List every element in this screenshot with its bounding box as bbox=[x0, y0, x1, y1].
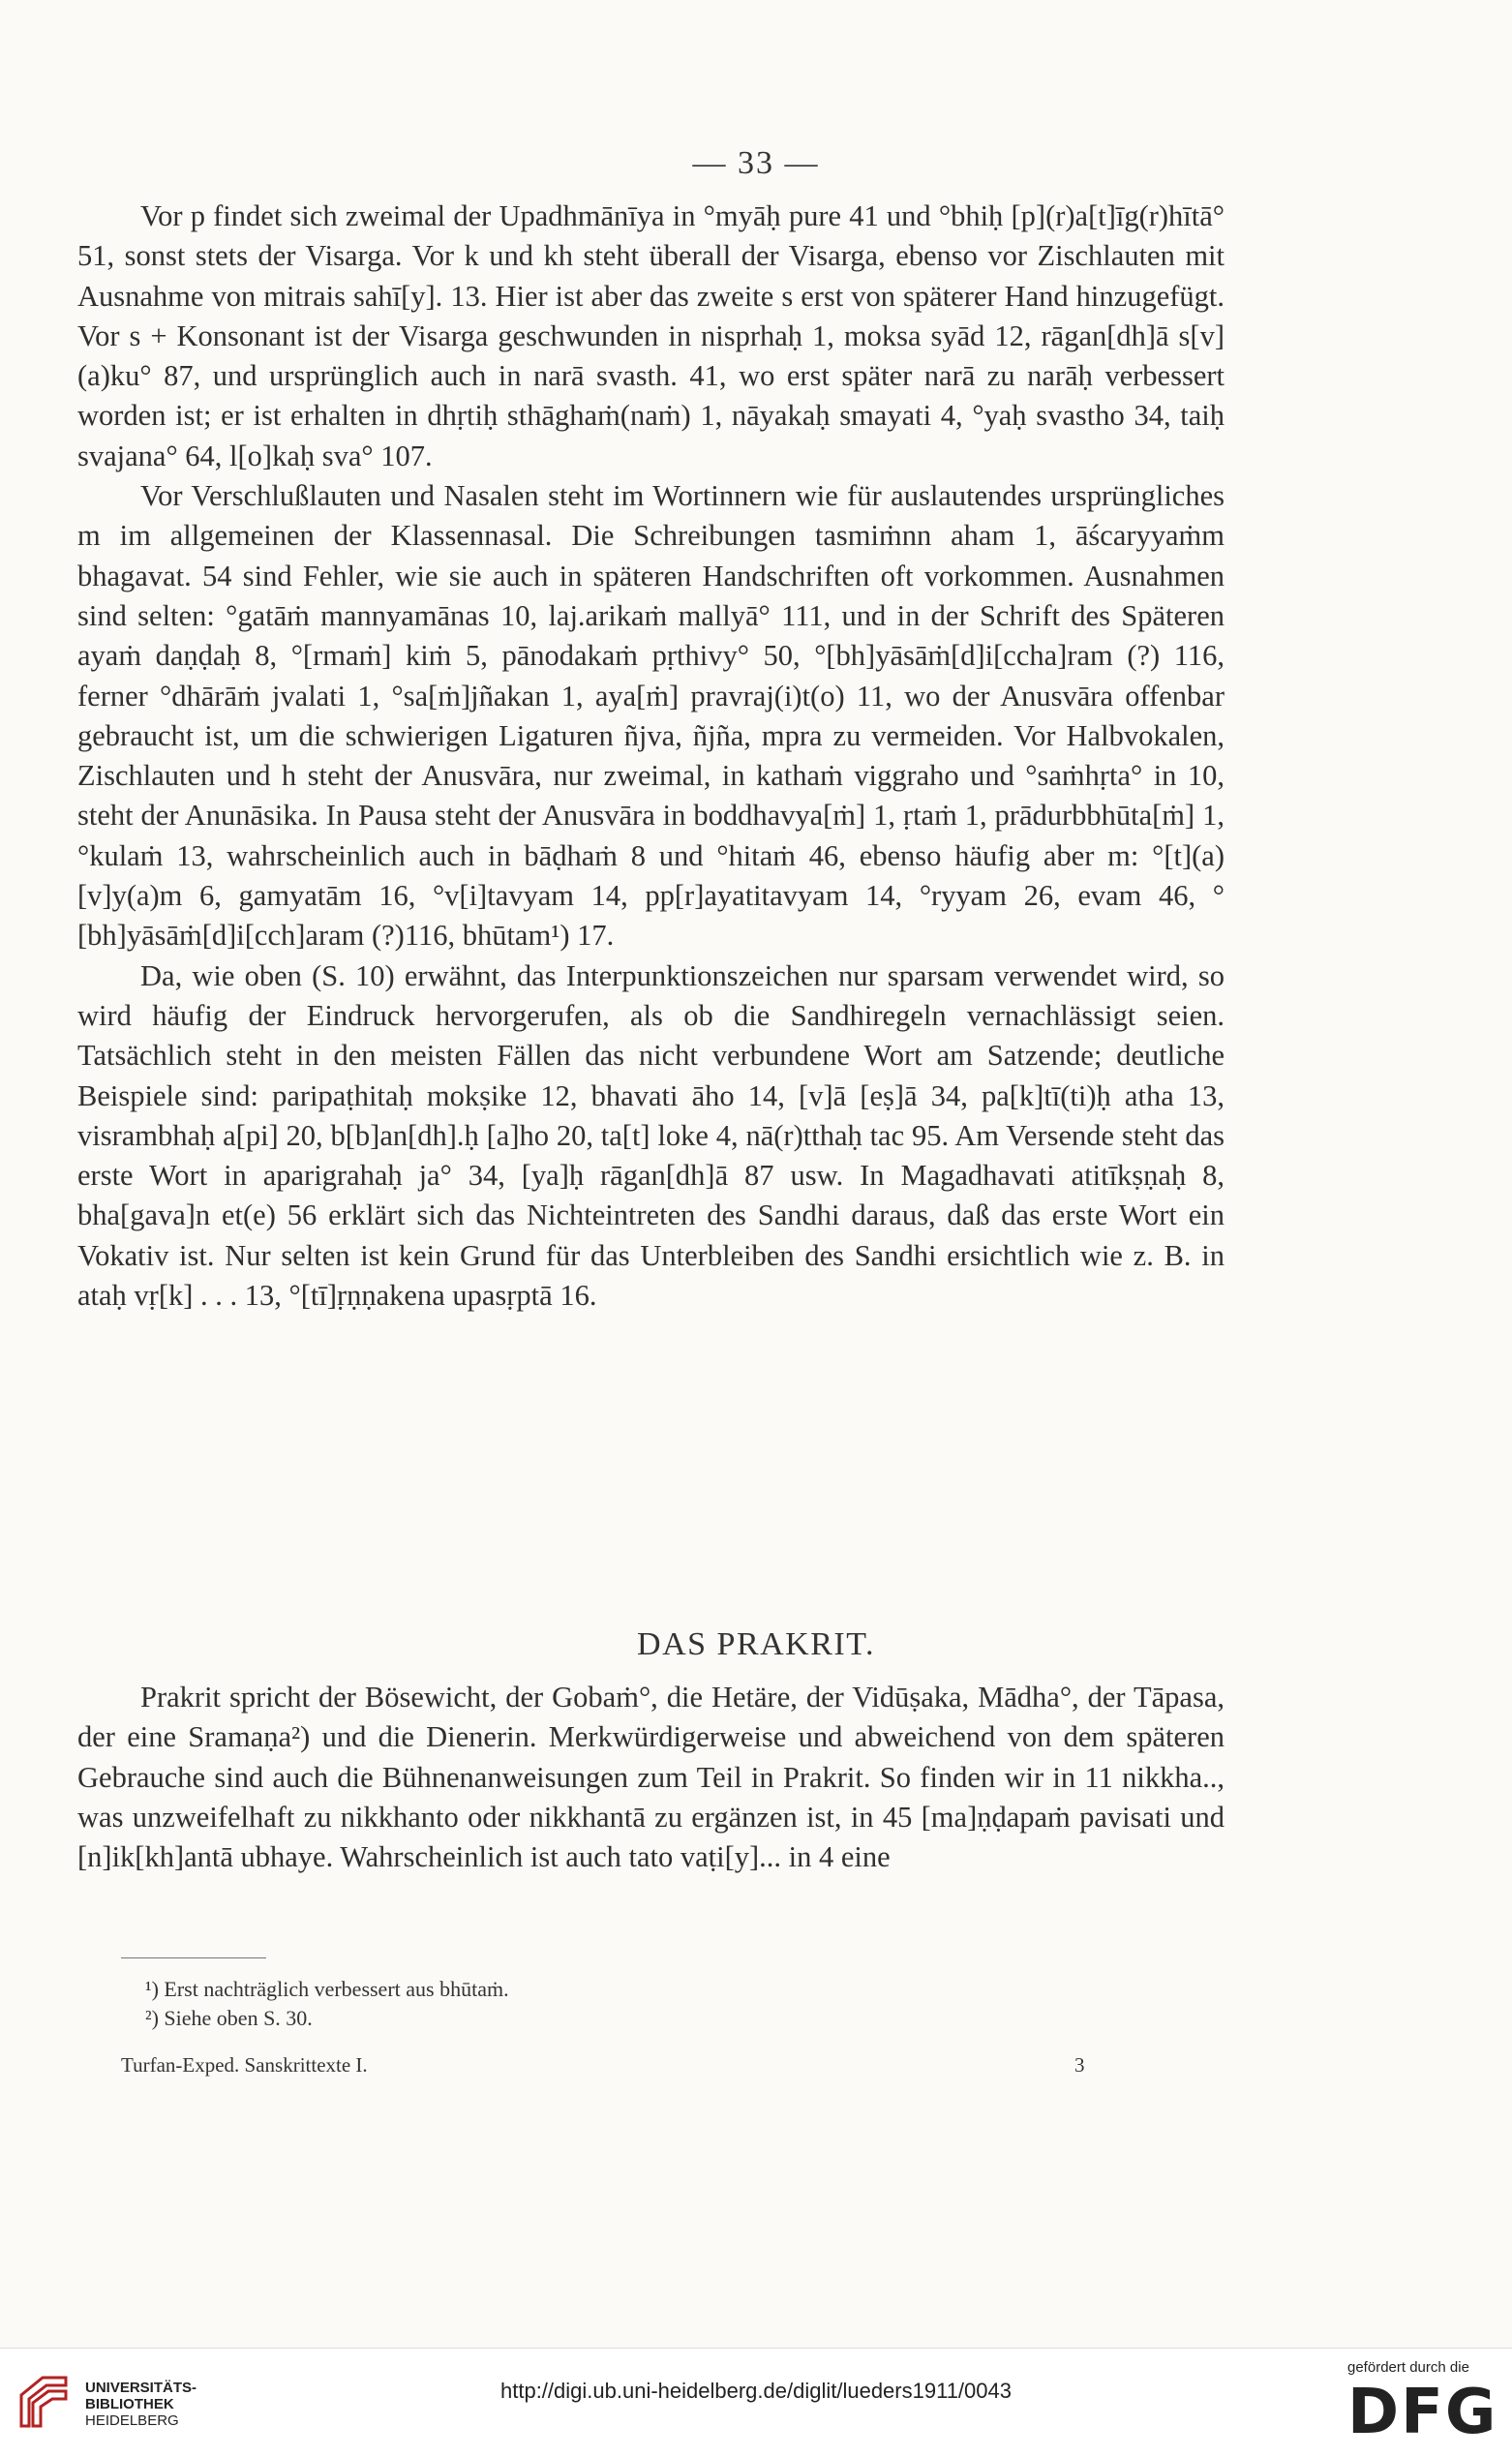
dfg-logo[interactable]: DFG bbox=[1347, 2377, 1498, 2448]
body-text-bottom bbox=[77, 1678, 1225, 1877]
paragraph-3: Da, wie oben (S. 10) erwähnt, das Interpunktionszeichen nur sparsam verwendet wird, so wird häufig der Eindruck hervorgerufen, als ob die Sandhiregeln vernachlässigt seien. Tatsächlich steht in den meisten Fällen das nicht verbundene Wort am Satzende; deutliche Beispiele sind: paripaṭhitaḥ mokṣike 12, bhavati āho 14, [v]ā [eṣ]ā 34, pa[k]tī(ti)ḥ atha 13, visrambhaḥ a[pi] 20, b[b]an[dh].ḥ [a]ho 20, ta[t] loke 4, nā(r)tthaḥ tac 95. Am Versende steht das erste Wort in aparigrahaḥ ja° 34, [ya]ḥ rāgan[dh]ā 87 usw. In Magadhavati atitīkṣṇaḥ 8, bha[gava]n et(e) 56 erklärt sich das Nichteintreten des Sandhi daraus, daß das erste Wort ein Vokativ ist. Nur selten ist kein Grund für das Unterbleiben des Sandhi ersichtlich wie z. B. in ataḥ vṛ[k] . . . 13, °[tī]ṛṇṇakena upasṛptā 16. bbox=[77, 958, 1225, 1313]
funding-caption: gefördert durch die bbox=[1347, 2359, 1469, 2376]
page-number: — 33 — bbox=[692, 145, 820, 181]
paragraph-2: Vor Verschlußlauten und Nasalen steht im Wortinnern wie für auslautendes ursprüngliches m im allgemeinen der Klassennasal. Die Schreibungen tasmiṁnn aham 1, āścaryyaṁm bhagavat. 54 sind Fehler, wie sie auch in späteren Handschriften oft vorkommen. Ausnahmen sind selten: °gatāṁ mannyamānas 10, laj.arikaṁ mallyā° 111, und in der Schrift des Späteren ayaṁ daṇḍaḥ 8, °[rmaṁ] kiṁ 5, pānodakaṁ pṛthivy° 50, °[bh]yāsāṁ[d]i[ccha]ram (?) 116, ferner °dhārāṁ jvalati 1, °sa[ṁ]jñakan 1, aya[ṁ] pravraj(i)t(o) 11, wo der Anusvāra offenbar gebraucht ist, um die schwierigen Ligaturen ñjva, ñjña, mpra zu vermeiden. Vor Halbvokalen, Zischlauten und h steht der Anusvāra, nur zweimal, in kathaṁ viggraho und °saṁhṛta° in 10, steht der Anunāsika. In Pausa steht der Anusvāra in boddhavya[ṁ] 1, ṛtaṁ 1, prādurbbhūta[ṁ] 1, °kulaṁ 13, wahrscheinlich auch in bāḍhaṁ 8 und °hitaṁ 46, ebenso häufig aber m: °[t](a)[v]y(a)m 6, gamyatām 16, °v[i]tavyam 14, pp[r]ayatitavyam 14, °ryyam 26, evam 46, °[bh]yāsāṁ[d]i[cch]aram (?)116, bhūtam¹) 17. bbox=[77, 479, 1225, 953]
body-text-top bbox=[77, 197, 1225, 1316]
permalink-url[interactable]: http://digi.ub.uni-heidelberg.de/diglit/lueders1911/0043 bbox=[500, 2379, 1012, 2403]
paragraph-4: Prakrit spricht der Bösewicht, der Gobaṁ°, die Hetäre, der Vidūṣaka, Mādha°, der Tāpasa, der eine Sramaṇa²) und die Dienerin. Merkwürdigerweise und abweichend von dem späteren Gebrauche sind auch die Bühnenanweisungen zum Teil in Prakrit. So finden wir in 11 nikkha.., was unzweifelhaft zu nikkhanto oder nikkhantā zu ergänzen ist, in 45 [ma]ṇḍapaṁ pavisati und [n]ik[kh]antā ubhaye. Wahrscheinlich ist auch tato vaṭi[y]... in 4 eine bbox=[77, 1681, 1225, 1874]
footnotes bbox=[145, 1975, 1210, 2033]
footnote-2: ²) Siehe oben S. 30. bbox=[145, 2006, 313, 2030]
section-heading: DAS PRAKRIT. bbox=[637, 1626, 875, 1662]
signature-title: Turfan-Exped. Sanskrittexte I. bbox=[121, 2053, 368, 2077]
signature-number: 3 bbox=[1074, 2053, 1085, 2077]
footnote-1: ¹) Erst nachträglich verbessert aus bhūtaṁ. bbox=[145, 1977, 509, 2001]
university-library-name: UNIVERSITÄTS- BIBLIOTHEK HEIDELBERG bbox=[85, 2380, 197, 2429]
footnote-divider bbox=[121, 1957, 266, 1958]
paragraph-1: Vor p findet sich zweimal der Upadhmānīya in °myāḥ pure 41 und °bhiḥ [p](r)a[t]īg(r)hītā° 51, sonst stets der Visarga. Vor k und kh steht überall der Visarga, ebenso vor Zischlauten mit Ausnahme von mitrais sahī[y]. 13. Hier ist aber das zweite s erst von späterer Hand hinzugefügt. Vor s + Konsonant ist der Visarga geschwunden in nisprhaḥ 1, moksa syād 12, rāgan[dh]ā s[v](a)ku° 87, und ursprünglich auch in narā svasth. 41, wo erst später narā zu narāḥ verbessert worden ist; er ist erhalten in dhṛtiḥ sthāghaṁ(naṁ) 1, nāyakaḥ smayati 4, °yaḥ svastho 34, taiḥ svajana° 64, l[o]kaḥ sva° 107. bbox=[77, 199, 1225, 472]
